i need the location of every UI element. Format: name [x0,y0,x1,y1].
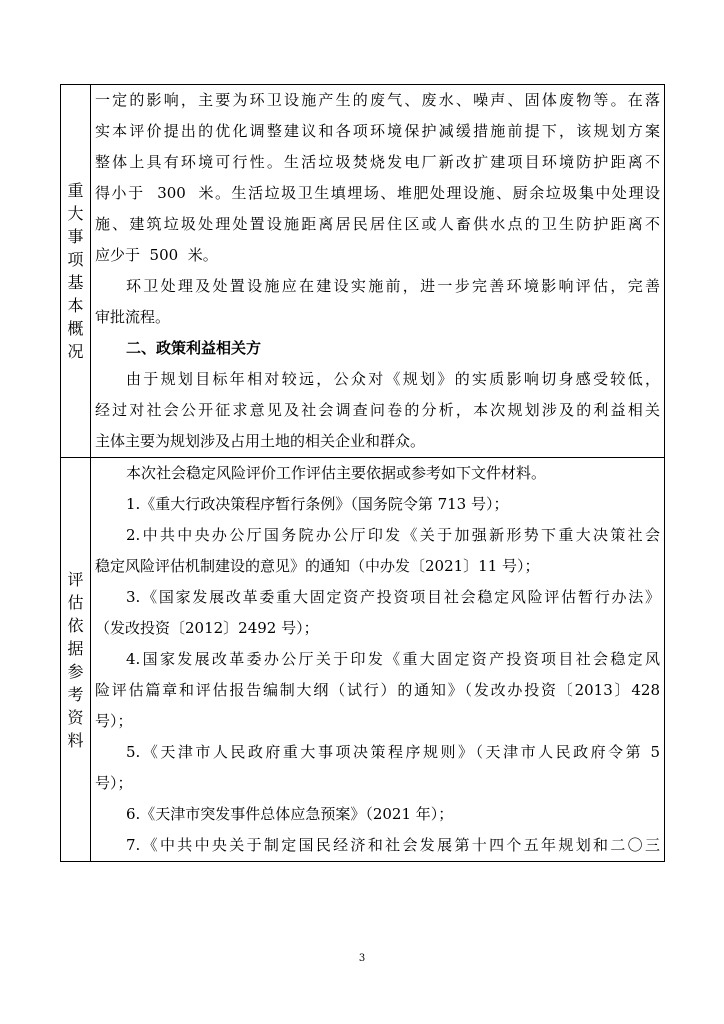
overview-content [91,85,665,458]
reference-item: 5.《天津市人民政府重大事项决策程序规则》（天津市人民政府令第 5 [126,743,660,761]
reference-item: 6.《天津市突发事件总体应急预案》（2021 年）； [126,805,454,823]
table-row-overview [61,85,665,458]
paragraph-line: 由于规划目标年相对较远，公众对《规划》的实质影响切身感受较低， [126,370,660,388]
page-number: 3 [358,953,366,964]
paragraph-line: 整体上具有环境可行性。生活垃圾焚烧发电厂新改扩建项目环境防护距离不 [95,153,660,171]
paragraph-line: 主体主要为规划涉及占用土地的相关企业和群众。 [95,432,426,450]
reference-item: 1.《重大行政决策程序暂行条例》（国务院令第 713 号）； [126,495,509,513]
reference-item: 号）； [95,712,133,730]
reference-item: 险评估篇章和评估报告编制大纲（试行）的通知》（发改办投资〔2013〕428 [95,681,660,699]
section-label-references: 评估依据参考资料 [67,569,84,750]
paragraph-line: 审批流程。 [95,308,171,326]
table-row-references [61,458,665,862]
section-label-cell [61,458,91,862]
reference-item: （发改投资〔2012〕2492 号）； [95,619,319,637]
reference-item: 7.《中共中央关于制定国民经济和社会发展第十四个五年规划和二〇三 [126,836,660,854]
section-label-overview: 重大事项基本概况 [67,181,84,361]
reference-item: 2.中共中央办公厅国务院办公厅印发《关于加强新形势下重大决策社会 [126,526,660,544]
section-label-cell [61,85,91,458]
reference-item: 稳定风险评估机制建设的意见》的通知（中办发〔2021〕11 号）； [95,557,540,575]
paragraph-line: 应少于 500 米。 [95,246,218,264]
reference-item: 3.《国家发展改革委重大固定资产投资项目社会稳定风险评估暂行办法》 [126,588,660,606]
paragraph-line: 得小于 300 米。生活垃圾卫生填埋场、堆肥处理设施、厨余垃圾集中处理设 [95,184,660,202]
paragraph-line: 施、建筑垃圾处理处置设施距离居民居住区或人畜供水点的卫生防护距离不 [95,215,660,233]
paragraph-line: 环卫处理及处置设施应在建设实施前，进一步完善环境影响评估，完善 [126,277,660,295]
reference-item: 4.国家发展改革委办公厅关于印发《重大固定资产投资项目社会稳定风 [126,650,660,668]
section-heading: 二、政策利益相关方 [126,339,262,357]
info-table [60,84,665,862]
paragraph-line: 一定的影响，主要为环卫设施产生的废气、废水、噪声、固体废物等。在落 [95,91,660,109]
paragraph-line: 本次社会稳定风险评价工作评估主要依据或参考如下文件材料。 [126,464,547,482]
references-content [91,458,665,862]
paragraph-line: 经过对社会公开征求意见及社会调查问卷的分析，本次规划涉及的利益相关 [95,401,660,419]
reference-item: 号）； [95,774,133,792]
paragraph-line: 实本评价提出的优化调整建议和各项环境保护减缓措施前提下，该规划方案 [95,122,660,140]
